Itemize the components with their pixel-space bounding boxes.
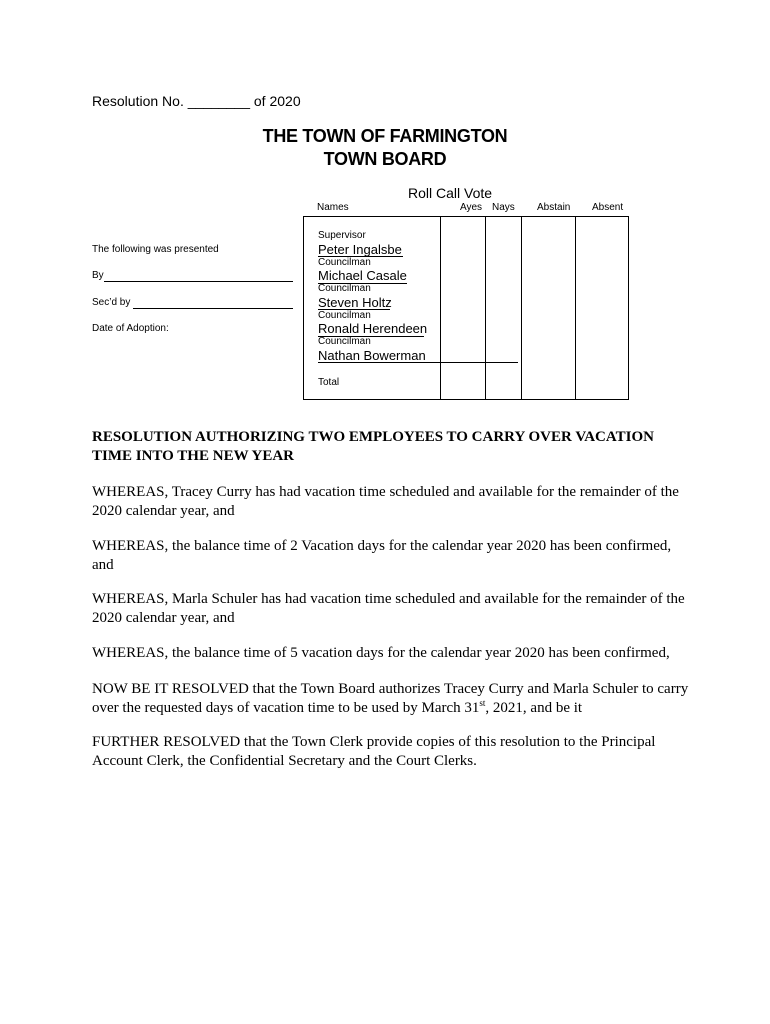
resolution-heading: RESOLUTION AUTHORIZING TWO EMPLOYEES TO CARRY OVER VACATION TIME INTO THE NEW YEAR [92,429,654,464]
member-role: Supervisor [318,230,366,241]
whereas-paragraph: WHEREAS, Tracey Curry has had vacation time scheduled and available for the remainder of the 2020 calendar year, and [92,484,679,519]
moved-by-line [104,281,293,282]
member-name: Ronald Herendeen [318,321,428,336]
column-header-abstain: Abstain [537,202,571,213]
date-of-adoption-label: Date of Adoption: [92,323,169,334]
presented-label: The following was presented [92,244,219,255]
table-divider-names [440,217,441,399]
name-underline [318,362,518,363]
column-header-absent: Absent [592,202,624,213]
total-label: Total [318,377,340,388]
member-name: Michael Casale [318,268,407,283]
whereas-paragraph: WHEREAS, the balance time of 5 vacation days for the calendar year 2020 has been confirmed, [92,645,670,661]
further-resolved-paragraph: FURTHER RESOLVED that the Town Clerk provide copies of this resolution to the Principal Account Clerk, the Confidential Secretary and the Court Clerks. [92,734,656,769]
whereas-paragraph: WHEREAS, Marla Schuler has had vacation time scheduled and available for the remainder of the 2020 calendar year, and [92,591,685,626]
table-divider-abstain [575,217,576,399]
resolved-paragraph [92,680,692,718]
resolution-number: Resolution No. ________ of 2020 [92,93,301,109]
roll-call-table [303,216,629,400]
member-name: Steven Holtz [318,295,392,310]
resolved-text: NOW BE IT RESOLVED that the Town Board authorizes Tracey Curry and Marla Schuler to carry over the requested days of vacation time to be used by March 31 [92,681,689,716]
seconded-by-line [133,308,293,309]
seconded-by-label: Sec’d by [92,297,131,308]
member-role: Councilman [318,257,371,268]
member-name: Peter Ingalsbe [318,242,402,257]
member-role: Councilman [318,310,371,321]
roll-call-heading: Roll Call Vote [408,185,493,201]
resolved-text-end: , 2021, and be it [485,700,583,716]
member-name: Nathan Bowerman [318,348,426,363]
table-divider-nays [521,217,522,399]
column-header-names: Names [317,202,349,213]
board-title: TOWN BOARD [323,149,447,169]
town-title: THE TOWN OF FARMINGTON [262,126,508,146]
member-role: Councilman [318,283,371,294]
member-role: Councilman [318,336,371,347]
column-header-nays: Nays [492,202,515,213]
column-header-ayes: Ayes [460,202,483,213]
moved-by-label: By [92,270,104,281]
ordinal-suffix: st [479,698,486,708]
whereas-paragraph: WHEREAS, the balance time of 2 Vacation days for the calendar year 2020 has been confirmed, and [92,538,672,573]
table-divider-ayes [485,217,486,399]
